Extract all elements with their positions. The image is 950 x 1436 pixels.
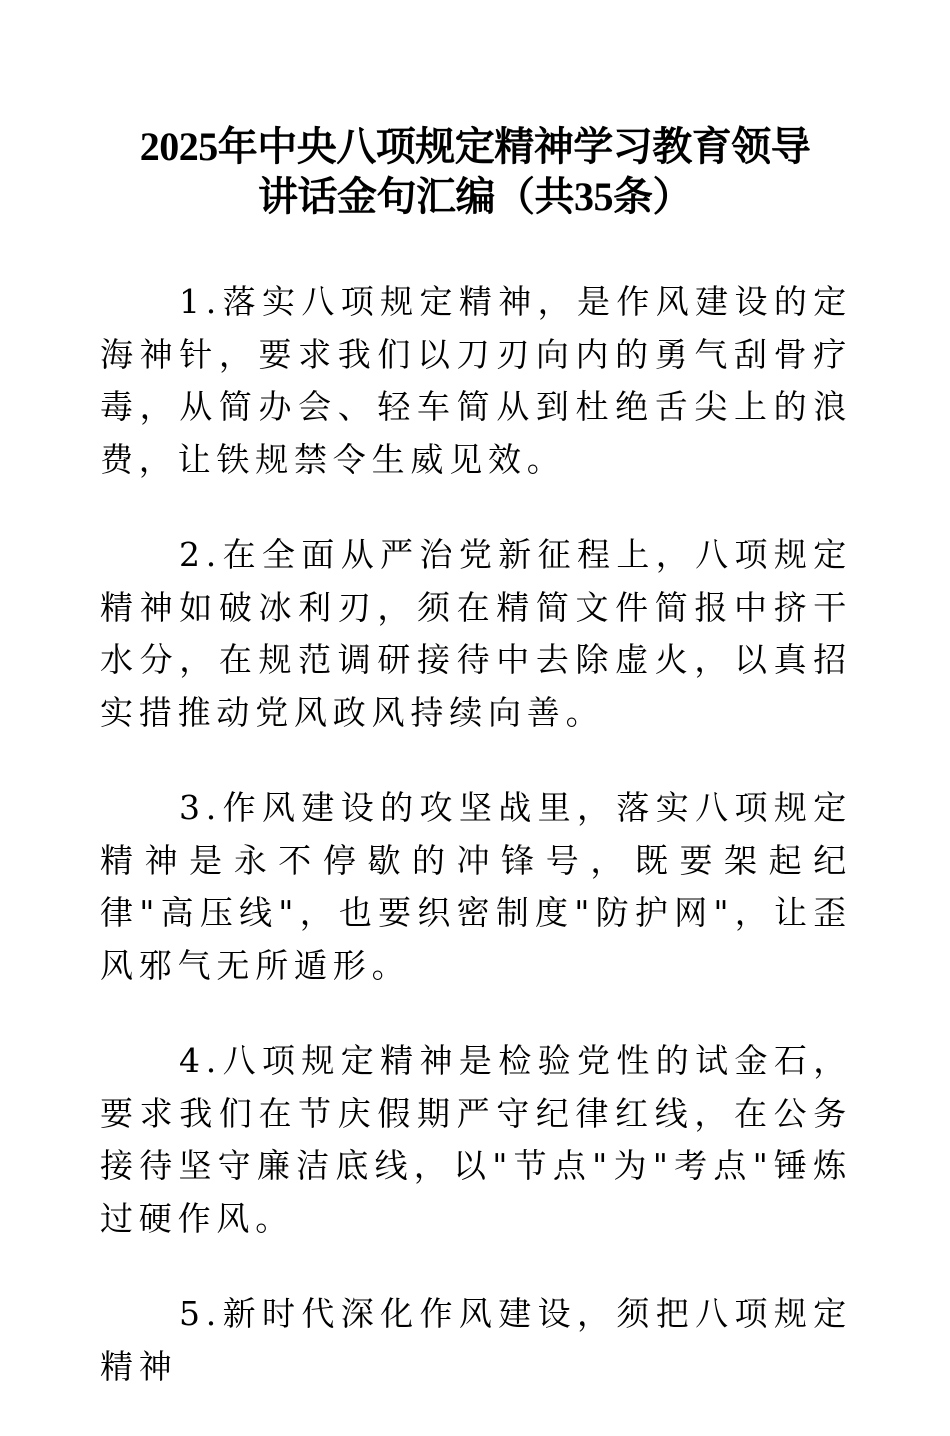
document-body (100, 276, 852, 1436)
quote-paragraph-1: 1.落实八项规定精神，是作风建设的定海神针，要求我们以刀刃向内的勇气刮骨疗毒，从简办会、轻车简从到杜绝舌尖上的浪费，让铁规禁令生威见效。 (100, 282, 852, 479)
quote-paragraph-4: 4.八项规定精神是检验党性的试金石，要求我们在节庆假期严守纪律红线，在公务接待坚守廉洁底线，以"节点"为"考点"锤炼过硬作风。 (100, 1041, 852, 1238)
document-title (100, 122, 850, 222)
quote-paragraph-5: 5.新时代深化作风建设，须把八项规定精神 (100, 1294, 852, 1386)
quote-paragraph-2: 2.在全面从严治党新征程上，八项规定精神如破冰利刃，须在精简文件简报中挤干水分，在规范调研接待中去除虚火，以真招实措推动党风政风持续向善。 (100, 535, 852, 732)
title-line-2: 讲话金句汇编（共35条） (258, 174, 692, 219)
quote-paragraph-3: 3.作风建设的攻坚战里，落实八项规定精神是永不停歇的冲锋号，既要架起纪律"高压线"，也要织密制度"防护网"，让歪风邪气无所遁形。 (100, 788, 852, 985)
title-line-1: 2025年中央八项规定精神学习教育领导 (139, 124, 811, 169)
